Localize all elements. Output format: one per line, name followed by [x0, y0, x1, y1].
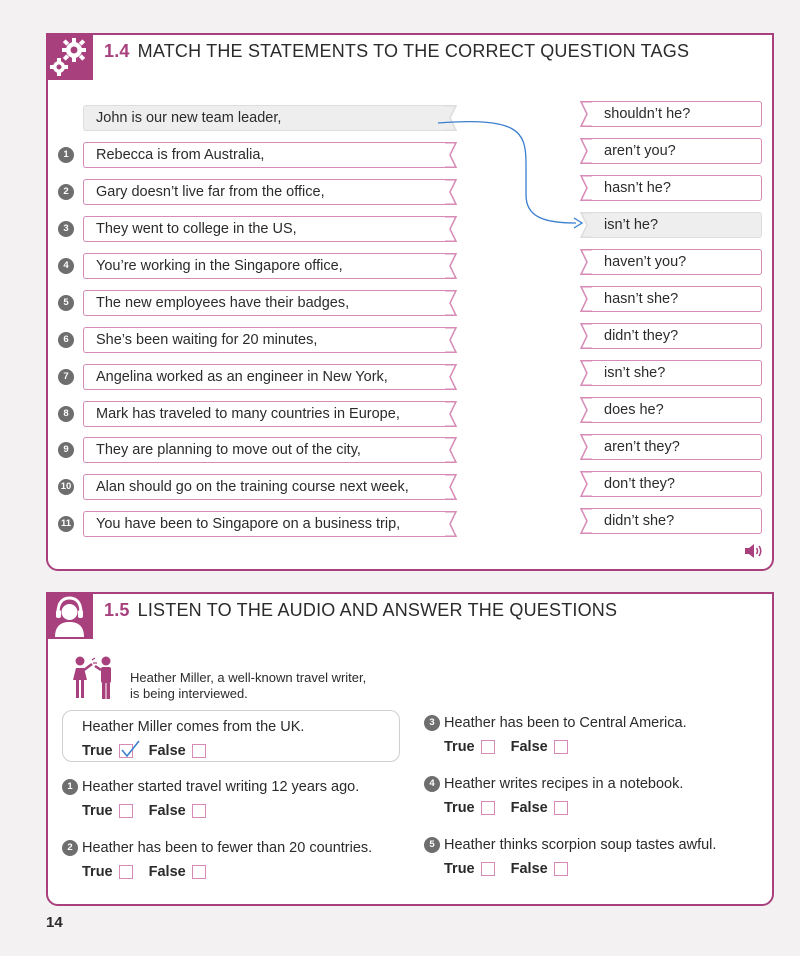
- notch-shape: [445, 105, 457, 131]
- question-item: [62, 778, 392, 820]
- tag-text: don’t they?: [604, 476, 675, 492]
- statement-item[interactable]: [83, 364, 447, 390]
- statement-text: Mark has traveled to many countries in Europe,: [96, 406, 400, 422]
- true-checkbox[interactable]: [481, 862, 495, 876]
- example-question: [62, 718, 392, 760]
- question-label: Heather writes recipes in a notebook.: [444, 776, 684, 792]
- notch-shape: [445, 511, 457, 537]
- question-text: [62, 839, 392, 857]
- statement-item[interactable]: [83, 327, 447, 353]
- tag-item[interactable]: [590, 323, 762, 349]
- question-text: [424, 775, 754, 793]
- statement-text: You’re working in the Singapore office,: [96, 258, 343, 274]
- question-number: 3: [424, 715, 440, 731]
- true-checkbox[interactable]: [119, 804, 133, 818]
- question-item: [62, 839, 392, 881]
- interview-people-icon: [68, 654, 120, 702]
- false-checkbox[interactable]: [554, 801, 568, 815]
- question-label: Heather thinks scorpion soup tastes awful.: [444, 837, 717, 853]
- notch-shape: [445, 327, 457, 353]
- question-number: 1: [62, 779, 78, 795]
- false-checkbox[interactable]: [554, 740, 568, 754]
- true-checkbox[interactable]: [119, 865, 133, 879]
- statement-number: 1: [58, 147, 74, 163]
- notch-shape: [445, 290, 457, 316]
- section-title-text: LISTEN TO THE AUDIO AND ANSWER THE QUESTIONS: [137, 600, 618, 620]
- notch-shape: [580, 471, 592, 497]
- notch-shape: [580, 138, 592, 164]
- statement-text: Gary doesn’t live far from the office,: [96, 184, 325, 200]
- tag-item[interactable]: [590, 286, 762, 312]
- page-number: 14: [46, 914, 63, 931]
- tag-text: aren’t they?: [604, 439, 680, 455]
- statement-item[interactable]: [83, 290, 447, 316]
- notch-shape: [580, 434, 592, 460]
- headphones-person-icon: [46, 592, 93, 639]
- statement-number: 4: [58, 258, 74, 274]
- section-title: [104, 600, 617, 621]
- question-text: [424, 836, 754, 854]
- tag-item[interactable]: [590, 138, 762, 164]
- true-checkbox[interactable]: [119, 744, 133, 758]
- tag-item[interactable]: [590, 471, 762, 497]
- statement-item[interactable]: [83, 253, 447, 279]
- notch-shape: [445, 401, 457, 427]
- question-number: 4: [424, 776, 440, 792]
- notch-shape: [580, 508, 592, 534]
- notch-shape: [445, 216, 457, 242]
- false-label: False: [148, 864, 186, 880]
- true-label: True: [444, 861, 475, 877]
- notch-shape: [445, 364, 457, 390]
- notch-shape: [580, 286, 592, 312]
- statement-text: Alan should go on the training course next week,: [96, 479, 409, 495]
- question-text: [424, 714, 754, 732]
- question-text: [62, 778, 392, 796]
- question-text: Heather Miller comes from the UK.: [82, 719, 305, 735]
- example-tag-item[interactable]: [590, 212, 762, 238]
- statement-text: The new employees have their badges,: [96, 295, 350, 311]
- false-checkbox[interactable]: [192, 865, 206, 879]
- true-label: True: [82, 864, 113, 880]
- notch-shape: [580, 175, 592, 201]
- true-false-row: [424, 799, 754, 817]
- tag-text: hasn’t she?: [604, 291, 679, 307]
- tag-item[interactable]: [590, 175, 762, 201]
- checkmark-icon: [119, 739, 141, 759]
- statement-text: She’s been waiting for 20 minutes,: [96, 332, 318, 348]
- statement-item[interactable]: [83, 179, 447, 205]
- true-label: True: [444, 739, 475, 755]
- notch-shape: [580, 212, 592, 238]
- notch-shape: [445, 142, 457, 168]
- section-title: [104, 41, 689, 62]
- false-label: False: [148, 803, 186, 819]
- statement-item[interactable]: [83, 401, 447, 427]
- section-1-4-panel: [46, 33, 774, 571]
- true-checkbox[interactable]: [481, 801, 495, 815]
- tag-text: didn’t she?: [604, 513, 675, 529]
- true-false-row: [62, 863, 392, 881]
- tag-text: shouldn’t he?: [604, 106, 691, 122]
- statement-text: You have been to Singapore on a business trip,: [96, 516, 401, 532]
- statement-text: They went to college in the US,: [96, 221, 297, 237]
- statement-item[interactable]: [83, 216, 447, 242]
- notch-shape: [580, 249, 592, 275]
- statement-number: 2: [58, 184, 74, 200]
- tag-text: aren’t you?: [604, 143, 676, 159]
- section-number: 1.4: [104, 41, 130, 61]
- question-item: [424, 714, 754, 756]
- tag-text: isn’t she?: [604, 365, 666, 381]
- section-1-5-panel: [46, 592, 774, 906]
- statement-number: 5: [58, 295, 74, 311]
- false-checkbox[interactable]: [554, 862, 568, 876]
- false-checkbox[interactable]: [192, 744, 206, 758]
- tag-item[interactable]: [590, 508, 762, 534]
- statement-number: 10: [58, 479, 74, 495]
- statement-text: Rebecca is from Australia,: [96, 147, 265, 163]
- gears-icon: [46, 33, 93, 80]
- tag-item[interactable]: [590, 434, 762, 460]
- true-false-row: [424, 860, 754, 878]
- true-label: True: [82, 743, 113, 759]
- section-title-text: MATCH THE STATEMENTS TO THE CORRECT QUESTION TAGS: [137, 41, 690, 61]
- speaker-icon[interactable]: [744, 543, 764, 559]
- tag-text: haven’t you?: [604, 254, 687, 270]
- statement-item[interactable]: [83, 142, 447, 168]
- statement-item[interactable]: [83, 511, 447, 537]
- question-label: Heather has been to fewer than 20 countries.: [82, 840, 373, 856]
- tag-text: does he?: [604, 402, 664, 418]
- notch-shape: [580, 360, 592, 386]
- statement-item[interactable]: [83, 437, 447, 463]
- statement-number: 3: [58, 221, 74, 237]
- question-item: [424, 836, 754, 878]
- question-number: 5: [424, 837, 440, 853]
- question-label: Heather has been to Central America.: [444, 715, 687, 731]
- false-checkbox[interactable]: [192, 804, 206, 818]
- notch-shape: [580, 323, 592, 349]
- false-label: False: [510, 739, 548, 755]
- example-statement: [83, 105, 447, 131]
- question-label: Heather started travel writing 12 years ago.: [82, 779, 360, 795]
- tag-text: didn’t they?: [604, 328, 679, 344]
- question-number: 2: [62, 840, 78, 856]
- false-label: False: [148, 743, 186, 759]
- tag-item[interactable]: [590, 101, 762, 127]
- section-number: 1.5: [104, 600, 130, 620]
- true-false-row: [424, 738, 754, 756]
- statement-number: 8: [58, 406, 74, 422]
- intro-text: Heather Miller, a well-known travel writer, is being interviewed.: [130, 670, 367, 701]
- tag-item[interactable]: [590, 397, 762, 423]
- tag-text: isn’t he?: [604, 217, 659, 233]
- statement-item[interactable]: [83, 474, 447, 500]
- notch-shape: [580, 397, 592, 423]
- statement-text: They are planning to move out of the city,: [96, 442, 361, 458]
- tag-item[interactable]: [590, 249, 762, 275]
- question-item: [424, 775, 754, 817]
- notch-shape: [445, 253, 457, 279]
- statement-text: Angelina worked as an engineer in New York,: [96, 369, 388, 385]
- tag-text: hasn’t he?: [604, 180, 671, 196]
- statement-number: 11: [58, 516, 74, 532]
- true-label: True: [82, 803, 113, 819]
- true-label: True: [444, 800, 475, 816]
- statement-number: 6: [58, 332, 74, 348]
- false-label: False: [510, 861, 548, 877]
- notch-shape: [445, 179, 457, 205]
- notch-shape: [580, 101, 592, 127]
- true-false-row: [62, 802, 392, 820]
- statement-number: 9: [58, 442, 74, 458]
- statement-number: 7: [58, 369, 74, 385]
- tag-item[interactable]: [590, 360, 762, 386]
- true-checkbox[interactable]: [481, 740, 495, 754]
- true-false-row: [62, 742, 392, 760]
- notch-shape: [445, 437, 457, 463]
- false-label: False: [510, 800, 548, 816]
- example-statement-text: John is our new team leader,: [96, 110, 282, 126]
- notch-shape: [445, 474, 457, 500]
